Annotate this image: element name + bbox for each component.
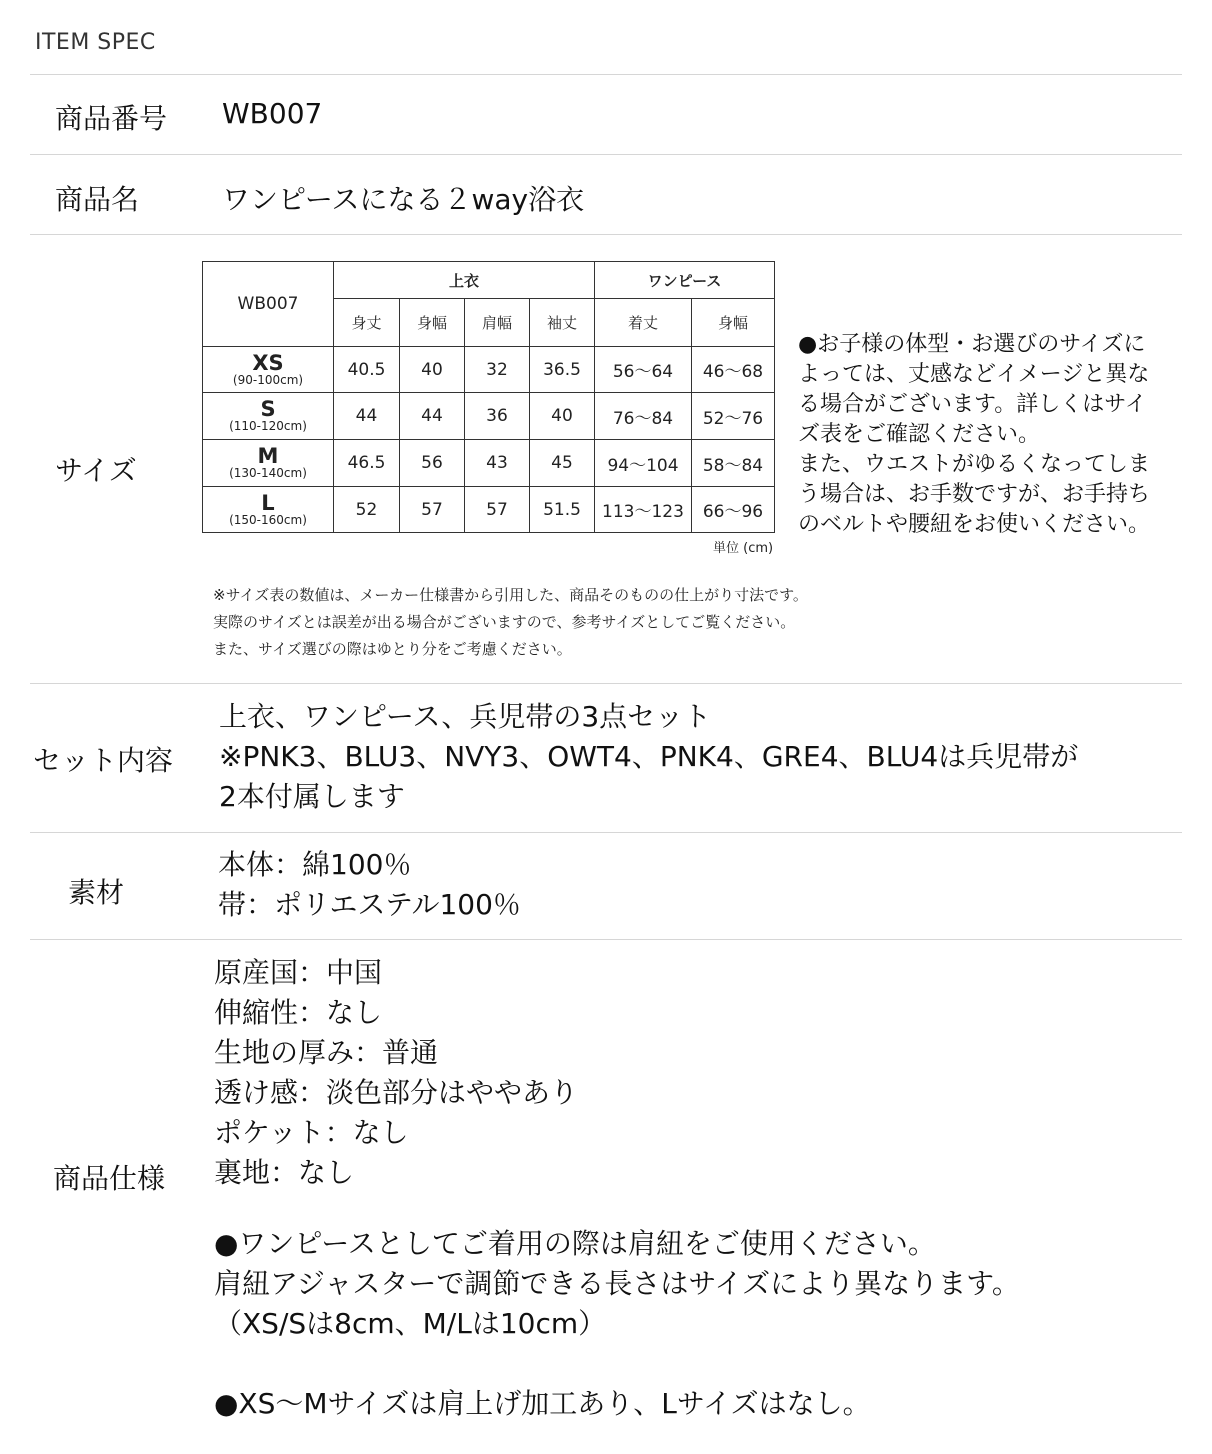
spec-line: 裏地：なし (214, 1156, 355, 1189)
size-table-notes (213, 582, 808, 663)
size-table-column-header: 肩幅 (465, 299, 530, 347)
size-cell (203, 393, 334, 440)
side-note-line: のベルトや腰紐をお使いください。 (798, 512, 1151, 537)
size-table (202, 261, 775, 533)
size-side-note (798, 330, 1188, 540)
size-range: (150-160cm) (229, 512, 307, 527)
table-cell: 44 (334, 393, 400, 440)
set-contents-line: 2本付属します (219, 780, 405, 813)
table-cell: 56～64 (595, 347, 692, 393)
table-cell: 66～96 (692, 487, 775, 533)
table-row (203, 393, 775, 440)
table-row (203, 440, 775, 487)
specs-shoulder-note: ●XS～Mサイズは肩上げ加工あり、Lサイズはなし。 (214, 1387, 871, 1420)
product-name-label: 商品名 (55, 183, 140, 216)
size-table-corner: WB007 (203, 262, 334, 347)
size-range: (110-120cm) (229, 419, 307, 433)
side-note-line: ●お子様の体型・お選びのサイズに (798, 332, 1146, 357)
side-note-line: る場合がございます。詳しくはサイ (798, 392, 1147, 417)
table-cell: 76～84 (595, 393, 692, 440)
table-cell: 40 (530, 393, 595, 440)
table-cell: 46.5 (334, 440, 400, 487)
table-row (203, 487, 775, 533)
size-cell (203, 347, 334, 393)
material-line: 本体：綿100％ (218, 848, 412, 881)
spec-line: ポケット：なし (214, 1116, 409, 1149)
material-value (218, 845, 521, 925)
divider (30, 832, 1182, 833)
set-contents-value (219, 697, 1078, 817)
size-label: サイズ (55, 454, 137, 487)
note-line: また、サイズ選びの際はゆとり分をご考慮ください。 (213, 640, 572, 658)
product-number-value: WB007 (222, 97, 323, 130)
size-table-column-header: 袖丈 (530, 299, 595, 347)
specs-label: 商品仕様 (53, 1162, 166, 1195)
table-row (203, 347, 775, 393)
spec-line: 伸縮性：なし (214, 996, 383, 1029)
spec-line: 原産国：中国 (214, 956, 383, 989)
size-name: S (260, 397, 276, 421)
spec-note-line: 肩紐アジャスターで調節できる長さはサイズにより異なります。 (214, 1267, 1020, 1300)
size-name: L (261, 490, 275, 515)
spec-note-line: （XS/Sは8cm、M/Lは10cm） (214, 1307, 607, 1340)
side-note-line: また、ウエストがゆるくなってしま (798, 452, 1151, 477)
divider (30, 939, 1182, 940)
table-cell: 36 (465, 393, 530, 440)
table-cell: 40.5 (334, 347, 400, 393)
divider (30, 74, 1182, 75)
note-line: 実際のサイズとは誤差が出る場合がございますので、参考サイズとしてご覧ください。 (213, 613, 796, 631)
item-spec-heading: ITEM SPEC (35, 30, 156, 55)
spec-line: 生地の厚み：普通 (214, 1036, 439, 1069)
size-table-group-top: 上衣 (334, 262, 595, 299)
table-cell: 43 (465, 440, 530, 487)
table-cell: 57 (465, 487, 530, 533)
material-line: 帯：ポリエステル100％ (218, 888, 521, 921)
table-cell: 32 (465, 347, 530, 393)
size-table-column-header: 身幅 (692, 299, 775, 347)
size-table-column-header: 着丈 (595, 299, 692, 347)
table-cell: 51.5 (530, 487, 595, 533)
table-cell: 45 (530, 440, 595, 487)
set-contents-line: ※PNK3、BLU3、NVY3、OWT4、PNK4、GRE4、BLU4は兵児帯が (219, 740, 1079, 773)
side-note-line: よっては、丈感などイメージと異な (798, 362, 1150, 387)
note-line: ※サイズ表の数値は、メーカー仕様書から引用した、商品そのものの仕上がり寸法です。 (213, 586, 808, 604)
side-note-line: う場合は、お手数ですが、お手持ち (798, 482, 1151, 507)
table-cell: 58～84 (692, 440, 775, 487)
divider (30, 683, 1182, 684)
product-name-value: ワンピースになる２way浴衣 (222, 183, 585, 216)
size-range: (130-140cm) (229, 466, 307, 480)
size-name: M (257, 444, 279, 468)
size-table-column-header: 身丈 (334, 299, 400, 347)
size-table-column-header: 身幅 (400, 299, 465, 347)
specs-strap-note (214, 1224, 1020, 1344)
table-cell: 57 (400, 487, 465, 533)
size-table-group-dress: ワンピース (595, 262, 775, 299)
table-cell: 52 (334, 487, 400, 533)
table-cell: 113～123 (595, 487, 692, 533)
set-contents-label: セット内容 (33, 744, 174, 777)
table-cell: 94～104 (595, 440, 692, 487)
spec-line: 透け感：淡色部分はややあり (214, 1076, 579, 1109)
divider (30, 234, 1182, 235)
table-cell: 40 (400, 347, 465, 393)
table-cell: 36.5 (530, 347, 595, 393)
spec-note-line: ●ワンピースとしてご着用の際は肩紐をご使用ください。 (214, 1227, 936, 1260)
size-name: XS (252, 350, 284, 375)
size-range: (90-100cm) (232, 372, 304, 387)
table-cell: 46～68 (692, 347, 775, 393)
table-cell: 52～76 (692, 393, 775, 440)
table-cell: 56 (400, 440, 465, 487)
table-cell: 44 (400, 393, 465, 440)
size-cell (203, 487, 334, 533)
size-cell (203, 440, 334, 487)
size-table-unit: 単位 (cm) (713, 541, 774, 556)
product-number-label: 商品番号 (55, 102, 168, 135)
divider (30, 154, 1182, 155)
specs-list (214, 953, 578, 1193)
material-label: 素材 (68, 876, 125, 909)
side-note-line: ズ表をご確認ください。 (798, 422, 1041, 447)
set-contents-line: 上衣、ワンピース、兵児帯の3点セット (219, 700, 712, 733)
